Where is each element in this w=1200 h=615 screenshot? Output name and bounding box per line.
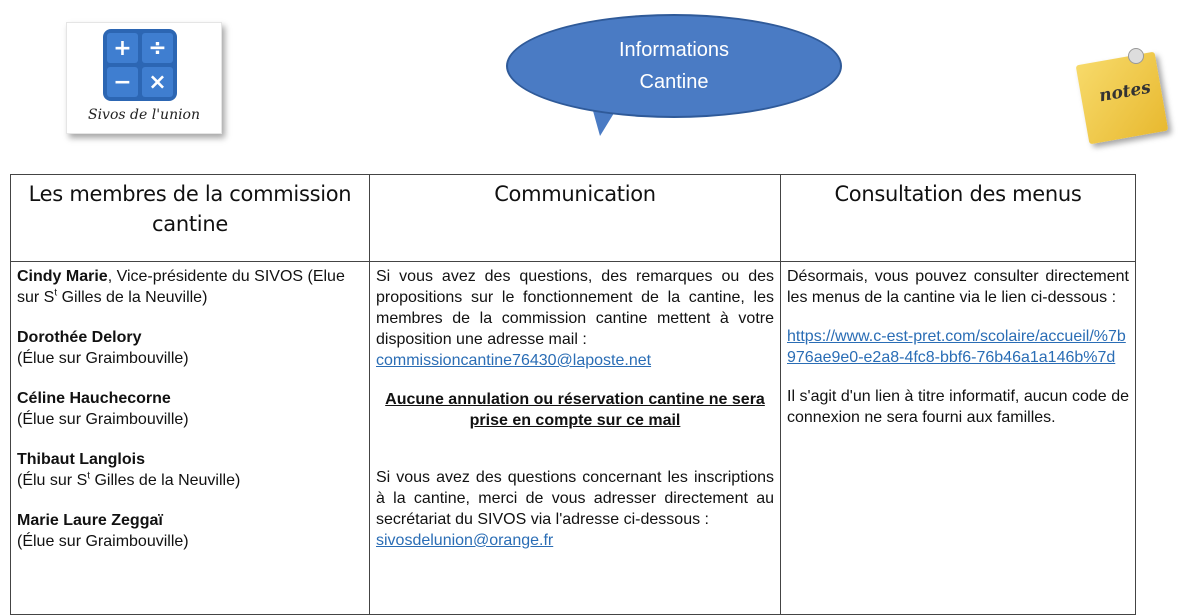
- info-table: [10, 174, 1136, 615]
- header-communication: Communication: [370, 175, 781, 262]
- member-name: Cindy Marie: [17, 268, 108, 285]
- multiply-icon: ×: [142, 67, 173, 97]
- calculator-icon: [103, 29, 177, 101]
- menus-cell: [781, 262, 1136, 615]
- member-1: Cindy Marie, Vice-présidente du SIVOS (Elue sur $S^t$ Gilles de la Neuville): [17, 268, 345, 306]
- table-row: [11, 262, 1136, 615]
- commission-email-link[interactable]: commissioncantine76430@laposte.net: [376, 352, 652, 369]
- header-members: Les membres de la commission cantine: [11, 175, 370, 262]
- member-4: Thibaut Langlois (Élu sur $S^t$ Gilles de la Neuville): [17, 451, 241, 489]
- menus-note: Il s'agit d'un lien à titre informatif, aucun code de connexion ne sera fourni aux familles.: [787, 388, 1129, 426]
- header-menus: Consultation des menus: [781, 175, 1136, 262]
- pin-icon: [1128, 48, 1144, 64]
- divide-icon: ÷: [142, 33, 173, 63]
- logo-text: Sivos de l'union: [87, 107, 201, 123]
- communication-sivos-text: Si vous avez des questions concernant les inscriptions à la cantine, merci de vous adresser directement au secrétariat du SIVOS via l'adresse ci-dessous :: [376, 469, 774, 528]
- communication-intro: Si vous avez des questions, des remarques ou des propositions sur le fonctionnement de la cantine, les membres de la commission cantine mettent à votre disposition une adresse mail :: [376, 268, 774, 348]
- members-cell: [11, 262, 370, 615]
- menu-url-link[interactable]: https://www.c-est-pret.com/scolaire/accueil/%7b976ae9e0-e2a8-4fc8-bbf6-76b46a1a146b%7d: [787, 328, 1126, 366]
- member-role: , Vice-présidente du SIVOS (Elue sur S: [17, 268, 345, 306]
- notes-label: notes: [1097, 77, 1153, 107]
- member-name: Dorothée Delory: [17, 329, 142, 346]
- member-role: (Élue sur Graimbouville): [17, 533, 189, 550]
- member-5: [17, 510, 363, 552]
- member-role: (Élu sur S: [17, 472, 88, 489]
- warning-text: Aucune annulation ou réservation cantine ne sera prise en compte sur ce mail: [385, 391, 765, 429]
- member-name: Marie Laure Zeggaï: [17, 512, 163, 529]
- sivos-email-link[interactable]: sivosdelunion@orange.fr: [376, 532, 554, 549]
- page-title: [506, 34, 842, 98]
- title-line-2: Cantine: [639, 71, 709, 93]
- member-2: [17, 327, 363, 369]
- member-3: [17, 388, 363, 430]
- member-role: (Élue sur Graimbouville): [17, 350, 189, 367]
- menus-intro: Désormais, vous pouvez consulter directement les menus de la cantine via le lien ci-dessous :: [787, 268, 1129, 306]
- table-header-row: [11, 175, 1136, 262]
- minus-icon: −: [107, 67, 138, 97]
- plus-icon: +: [107, 33, 138, 63]
- sivos-logo: [66, 22, 222, 134]
- member-role: (Élue sur Graimbouville): [17, 411, 189, 428]
- communication-cell: [370, 262, 781, 615]
- title-line-1: Informations: [618, 39, 730, 61]
- member-name: Céline Hauchecorne: [17, 390, 171, 407]
- member-name: Thibaut Langlois: [17, 451, 145, 468]
